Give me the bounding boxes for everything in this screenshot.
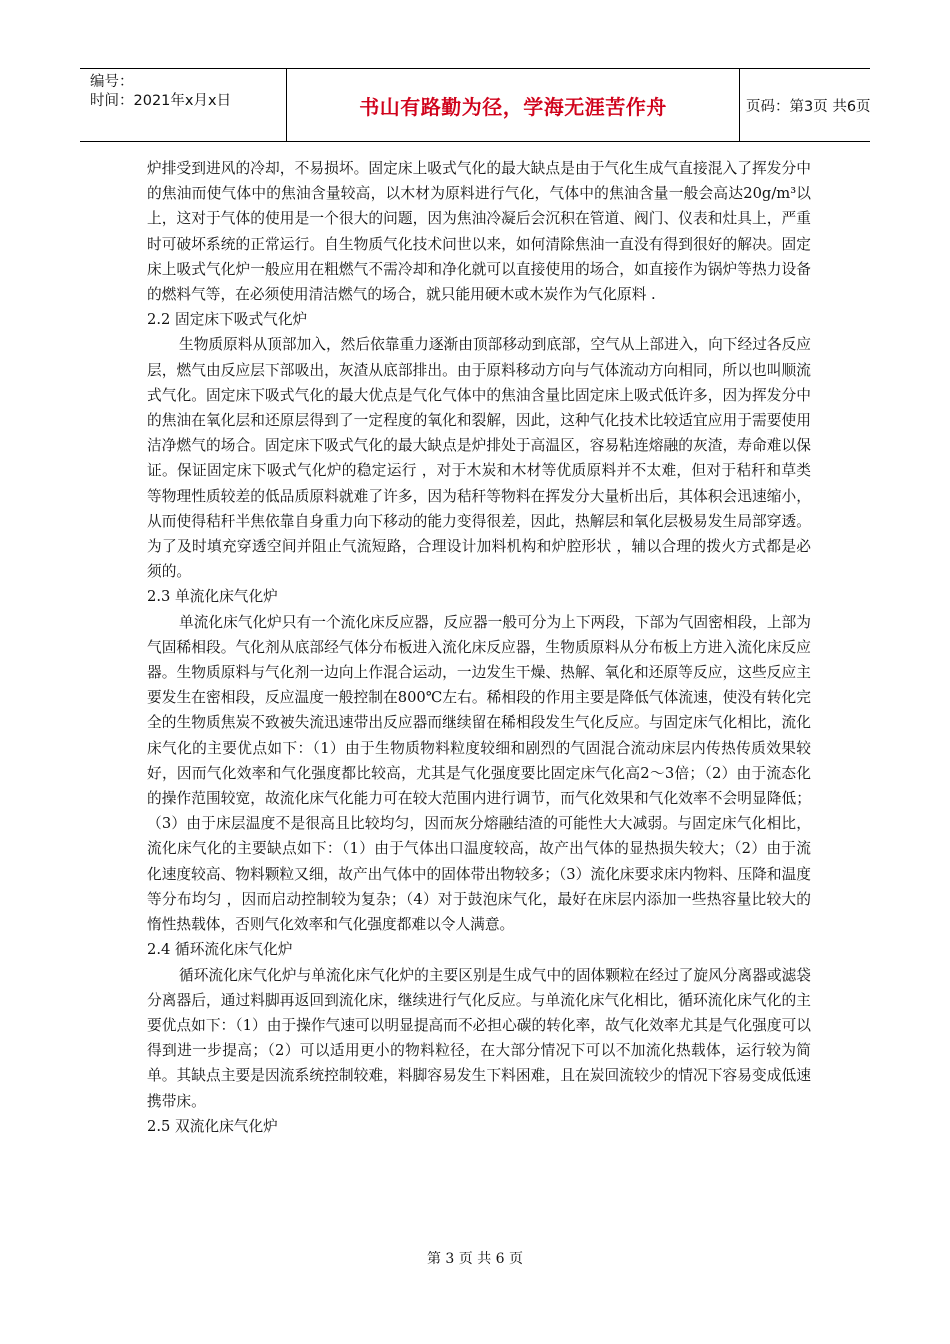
- paragraph-2-2: 生物质原料从顶部加入，然后依靠重力逐渐由顶部移动到底部，空气从上部进入，向下经过各反应层，燃气由反应层下部吸出，灰渣从底部排出。由于原料移动方向与气体流动方向相同，所以也叫顺流式气化。固定床下吸式气化的最大优点是气化气体中的焦油含量比固定床上吸式低许多，因为挥发分中的焦油在氧化层和还原层得到了一定程度的氧化和裂解，因此，这种气化技术比较适宜应用于需要使用洁净燃气的场合。固定床下吸式气化的最大缺点是炉排处于高温区，容易粘连熔融的灰渣，寿命难以保证。保证固定床下吸式气化炉的稳定运行 ，对于木炭和木材等优质原料并不太难，但对于秸秆和草类等物理性质较差的低品质原料就难了许多，因为秸秆等物料在挥发分大量析出后，其体积会迅速缩小，从而使得秸秆半焦依靠自身重力向下移动的能力变得很差，因此，热解层和氧化层极易发生局部穿透。为了及时填充穿透空间并阻止气流短路，合理设计加料机构和炉腔形状 ，辅以合理的拨火方式都是必须的。: [147, 336, 811, 581]
- section-heading-2-2: 2.2 固定床下吸式气化炉: [147, 311, 308, 329]
- document-body: [147, 156, 811, 1139]
- section-heading-2-4: 2.4 循环流化床气化炉: [147, 941, 293, 959]
- paragraph-2-4: 循环流化床气化炉与单流化床气化炉的主要区别是生成气中的固体颗粒在经过了旋风分离器或滤袋分离器后，通过料脚再返回到流化床，继续进行气化反应。与单流化床气化相比，循环流化床气化的主要优点如下：（1）由于操作气速可以明显提高而不必担心碳的转化率，故气化效率尤其是气化强度可以得到进一步提高；（2）可以适用更小的物料粒径，在大部分情况下可以不加流化热载体，运行较为简单。其缺点主要是因流系统控制较难，料脚容易发生下料困难，且在炭回流较少的情况下容易变成低速携带床。: [147, 966, 811, 1110]
- page-footer: 第 3 页 共 6 页: [426, 1251, 524, 1267]
- header-meta: [80, 69, 286, 141]
- page-header: [80, 68, 870, 142]
- document-number: 编号：: [90, 74, 134, 90]
- header-page-cell: [740, 69, 870, 141]
- header-page-number: 页码：第3页 共6页: [746, 99, 871, 115]
- paragraph-2-3: 单流化床气化炉只有一个流化床反应器，反应器一般可分为上下两段，下部为气固密相段，上部为气固稀相段。气化剂从底部经气体分布板进入流化床反应器，生物质原料从分布板上方进入流化床反应器。生物质原料与气化剂一边向上作混合运动，一边发生干燥、热解、氧化和还原等反应，这些反应主要发生在密相段，反应温度一般控制在800℃左右。稀相段的作用主要是降低气体流速，使没有转化完全的生物质焦炭不致被失流迅速带出反应器而继续留在稀相段发生气化反应。与固定床气化相比，流化床气化的主要优点如下：（1）由于生物质物料粒度较细和剧烈的气固混合流动床层内传热传质效果较好，因而气化效率和气化强度都比较高，尤其是气化强度要比固定床气化高2～3倍；（2）由于流态化的操作范围较宽，故流化床气化能力可在较大范围内进行调节，而气化效果和气化效率不会明显降低；（3）由于床层温度不是很高且比较均匀，因而灰分熔融结渣的可能性大大减弱。与固定床气化相比，流化床气化的主要缺点如下：（1）由于气体出口温度较高，故产出气体的显热损失较大；（2）由于流化速度较高、物料颗粒又细，故产出气体中的固体带出物较多；（3）流化床要求床内物料、压降和温度等分布均匀 ，因而启动控制较为复杂；（4）对于鼓泡床气化，最好在床层内添加一些热容量比较大的惰性热载体，否则气化效率和气化强度都难以令人满意。: [147, 613, 811, 934]
- header-motto: 书山有路勤为径，学海无涯苦作舟: [359, 95, 667, 119]
- paragraph-continued: 炉排受到进风的冷却，不易损坏。固定床上吸式气化的最大缺点是由于气化生成气直接混入了挥发分中的焦油而使气体中的焦油含量较高，以木材为原料进行气化，气体中的焦油含量一般会高达20g/m³以上，这对于气体的使用是一个很大的问题，因为焦油冷凝后会沉积在管道、阀门、仪表和灶具上，严重时可破坏系统的正常运行。自生物质气化技术问世以来，如何清除焦油一直没有得到很好的解决。固定床上吸式气化炉一般应用在粗燃气不需冷却和净化就可以直接使用的场合，如直接作为锅炉等热力设备的燃料气等，在必须使用清洁燃气的场合，就只能用硬木或木炭作为气化原料 .: [147, 160, 811, 304]
- section-heading-2-3: 2.3 单流化床气化炉: [147, 588, 278, 606]
- document-date: 时间：2021年x月x日: [90, 93, 232, 109]
- header-motto-cell: [286, 69, 740, 141]
- section-heading-2-5: 2.5 双流化床气化炉: [147, 1117, 278, 1135]
